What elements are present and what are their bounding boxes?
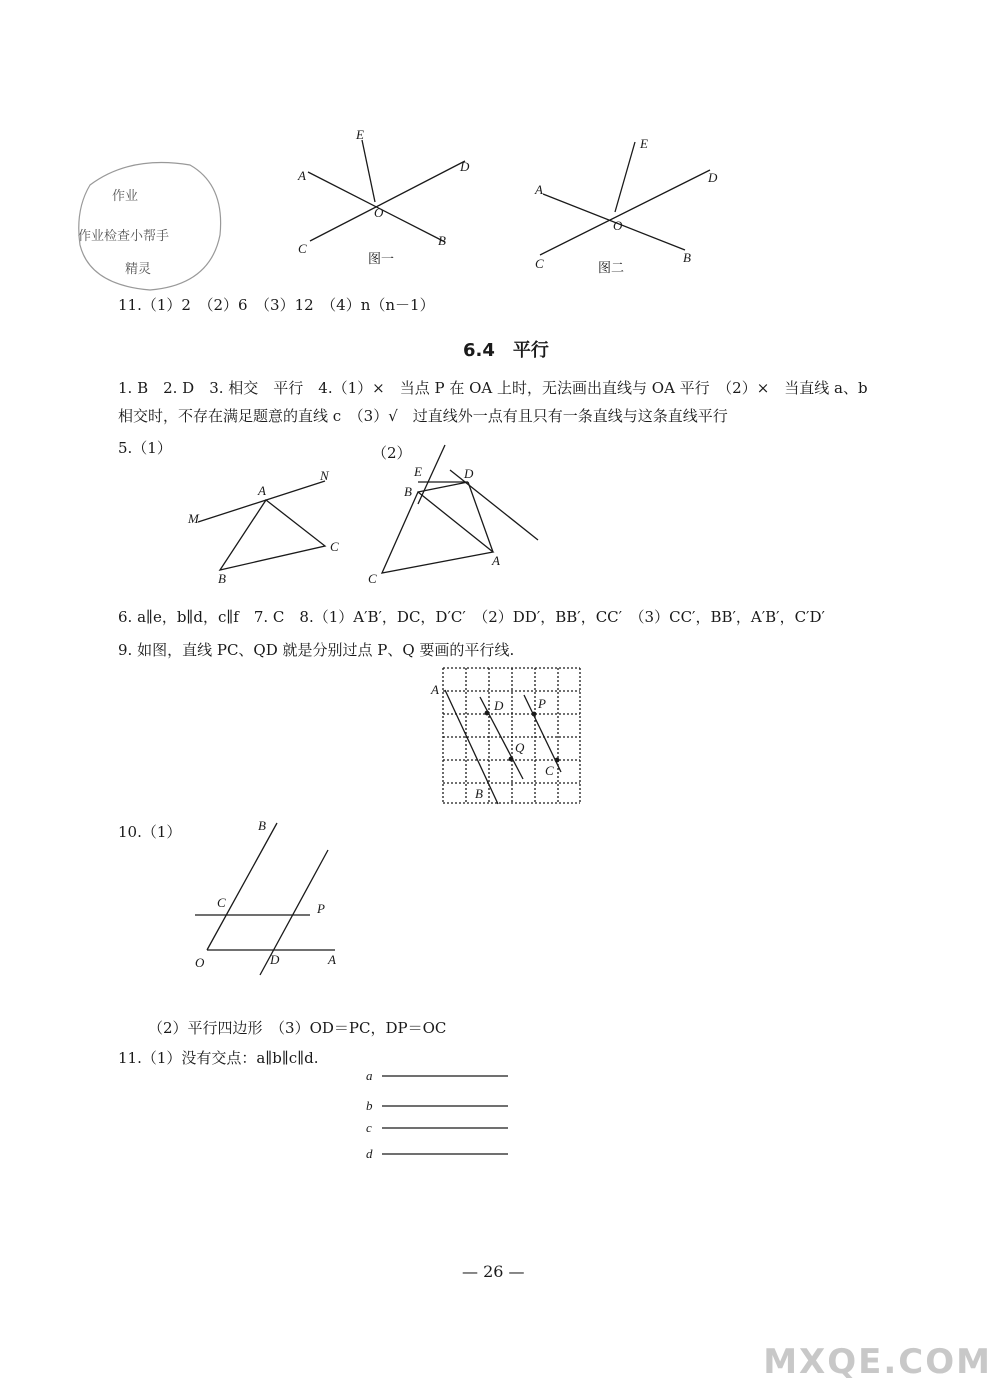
fig9-label-A: A [431,682,439,697]
fig5a-label-C: C [330,539,339,554]
answer-9: 9. 如图，直线 PC、QD 就是分别过点 P、Q 要画的平行线. [118,641,515,659]
fig2-label-C: C [535,256,544,271]
fig10-label-B: B [258,818,266,833]
figure-5-1 [180,465,355,585]
fig9-label-P: P [538,696,546,711]
stamp-line1: 作业 [112,188,139,203]
figure-2 [525,132,718,277]
fig10-label-D: D [270,952,280,967]
stamp-line3: 精灵 [125,261,152,276]
fig1-label-A: A [298,168,306,183]
fig1-label-D: D [460,159,470,174]
fig2-label-A: A [535,182,543,197]
answer-11: 11.（1）没有交点：a∥b∥c∥d. [118,1049,319,1067]
figure-9-grid [425,662,590,807]
fig1-label-E: E [356,127,364,142]
fig9-label-Q: Q [515,740,525,755]
fig5a-label-A: A [258,483,266,498]
fig1-label-B: B [438,233,446,248]
fig9-label-C: C [545,763,554,778]
answer-1-4: 1. B 2. D 3. 相交 平行 4.（1）× 当点 P 在 OA 上时，无法画出直线与 OA 平行 （2）× 当直线 a、b [118,379,868,397]
fig5a-label-N: N [320,468,329,483]
fig5b-label-A: A [492,553,500,568]
fig9-label-B: B [475,786,483,801]
fig11-label-b: b [366,1098,373,1113]
section-title: 6.4 平行 [463,340,549,361]
fig10-label-P: P [317,901,325,916]
figure-11 [360,1062,520,1162]
watermark-text: MXQE.COM [763,1342,992,1382]
fig1-label-O: O [374,205,384,220]
fig10-label-O: O [195,955,205,970]
fig11-label-c: c [366,1120,372,1135]
fig2-label-D: D [708,170,718,185]
fig5b-label-C: C [368,571,377,586]
fig1-label-C: C [298,241,307,256]
site-watermark [763,1342,992,1382]
fig10-label-A: A [328,952,336,967]
fig5a-label-M: M [188,511,199,526]
fig10-label-C: C [217,895,226,910]
fig1-caption: 图一 [368,251,395,266]
fig5b-label-D: D [464,466,474,481]
fig9-label-D: D [494,698,504,713]
fig2-label-O: O [613,218,623,233]
fig11-label-d: d [366,1146,373,1161]
page-number: — 26 — [462,1262,525,1281]
homework-stamp [70,155,230,295]
answer-4-continued: 相交时，不存在满足题意的直线 c （3）√ 过直线外一点有且只有一条直线与这条直线平行 [118,407,728,425]
figure-1 [290,125,470,270]
fig2-label-B: B [683,250,691,265]
question-5-part1: 5.（1） [118,439,172,457]
answer-11-previous: 11.（1）2 （2）6 （3）12 （4）n（n－1） [118,296,435,314]
fig5a-label-B: B [218,571,226,586]
stamp-line2: 作业检查小帮手 [78,228,170,243]
fig2-caption: 图二 [598,260,625,275]
figure-5-2 [360,440,545,590]
answer-6-8: 6. a∥e，b∥d，c∥f 7. C 8.（1）A′B′，DC，D′C′ （2）DD′，BB′，CC′ （3）CC′，BB′，A′B′，C′D′ [118,608,825,626]
figure-10 [190,815,350,975]
fig11-label-a: a [366,1068,373,1083]
question-10-part1: 10.（1） [118,823,182,841]
answer-10-part2: （2）平行四边形 （3）OD＝PC，DP＝OC [148,1019,447,1037]
fig2-label-E: E [640,136,648,151]
fig5b-label-E: E [414,464,422,479]
question-5-part2: （2） [372,444,412,462]
fig5b-label-B: B [404,484,412,499]
